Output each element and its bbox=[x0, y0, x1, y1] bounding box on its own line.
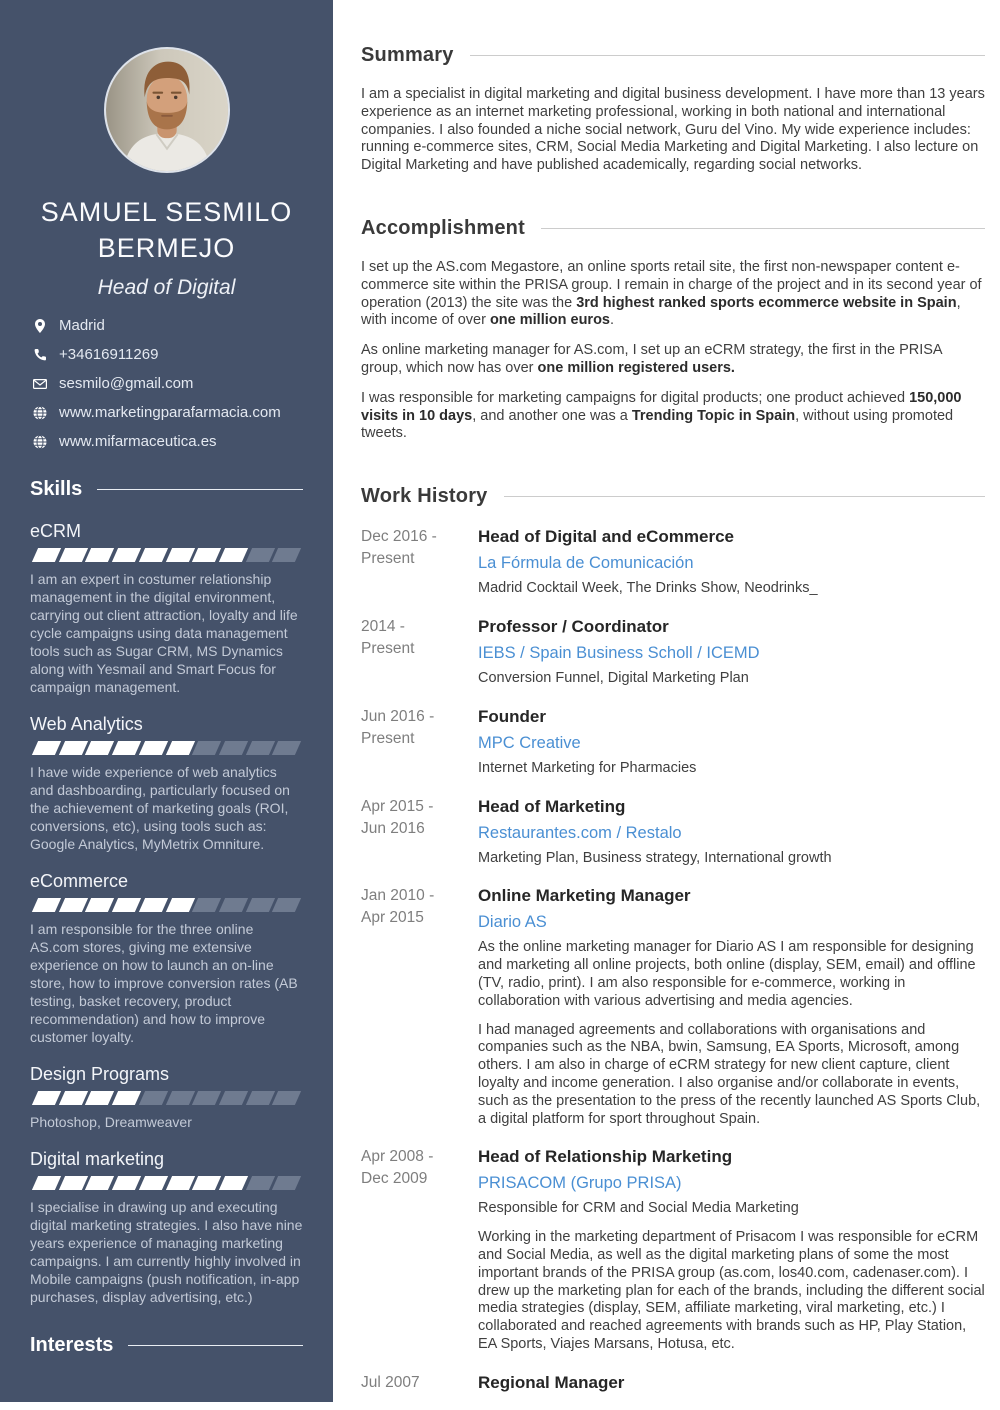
summary-section bbox=[361, 44, 985, 175]
globe-icon bbox=[32, 434, 48, 450]
entry-job-title: Head of Relationship Marketing bbox=[478, 1147, 733, 1167]
entry-dates bbox=[361, 526, 478, 598]
entry-job-title: Professor / Coordinator bbox=[478, 616, 669, 636]
entry-body bbox=[478, 706, 985, 778]
skill-bar-segment bbox=[32, 741, 61, 755]
entry-body bbox=[478, 796, 985, 868]
entry-body bbox=[478, 616, 985, 688]
entry-company-link[interactable]: Restaurantes.com / Restalo bbox=[478, 823, 682, 842]
skill-bar-segment bbox=[59, 1176, 88, 1190]
entry-dates bbox=[361, 796, 478, 868]
entry-date-start: Apr 2015 - bbox=[361, 797, 434, 815]
entry-body bbox=[478, 1146, 985, 1353]
skill-bar-segment bbox=[272, 1176, 301, 1190]
skill-bar-segment bbox=[85, 898, 114, 912]
paragraph: As online marketing manager for AS.com, I set up an eCRM strategy, the first in the PRISA group, which now has over one million registered users. bbox=[361, 342, 942, 376]
skill-bar-segment bbox=[246, 741, 275, 755]
skill-level-bar bbox=[30, 898, 303, 912]
entry-date-start: 2014 - bbox=[361, 617, 405, 635]
entry-job-title: Regional Manager bbox=[478, 1372, 625, 1392]
skill-bar-segment bbox=[85, 741, 114, 755]
skills-list bbox=[30, 521, 303, 1306]
paragraph: Conversion Funnel, Digital Marketing Plan bbox=[478, 669, 749, 686]
accomplishment-section bbox=[361, 217, 985, 443]
skill-bar-segment bbox=[272, 548, 301, 562]
skill-bar-segment bbox=[272, 898, 301, 912]
skill-bar-segment bbox=[139, 898, 168, 912]
skill-bar-segment bbox=[59, 548, 88, 562]
entry-job-title: Head of Marketing bbox=[478, 796, 626, 816]
skill-description: I specialise in drawing up and executing digital marketing strategies. I also have nine years experience of managing marketing campaigns. I am currently highly involved in Mobile campaigns (push notification, in-app purchases, display advertising, etc.) bbox=[30, 1199, 303, 1305]
skill-bar-segment bbox=[219, 548, 248, 562]
sidebar bbox=[0, 0, 333, 1402]
skill-bar-segment bbox=[219, 741, 248, 755]
skill-item bbox=[30, 521, 303, 696]
paragraph: Responsible for CRM and Social Media Marketing bbox=[478, 1200, 799, 1217]
skill-bar-segment bbox=[139, 1091, 168, 1105]
paragraph: Working in the marketing department of Prisacom I was responsible for eCRM and Social Media, as well as the digital marketing plans of some the most important brands of the PRISA group (as.com, los40.com, cadenaser.com). I drew up the marketing plan for each of the brands, including the different social media strategies (display, SEM, affiliate marketing, viral marketing, etc.) I collaborated and reached agreements with brands such as HP, Play Station, EA Sports, Viajes Marsans, Hotusa, etc. bbox=[478, 1229, 985, 1352]
entry-dates bbox=[361, 1146, 478, 1353]
skill-level-bar bbox=[30, 548, 303, 562]
contact-item[interactable] bbox=[32, 404, 303, 421]
skills-heading-label: Skills bbox=[30, 478, 83, 500]
skill-bar-segment bbox=[272, 741, 301, 755]
heading-rule bbox=[470, 55, 985, 56]
work-history-section bbox=[361, 485, 985, 1394]
contact-item[interactable] bbox=[32, 375, 303, 392]
skill-name: Digital marketing bbox=[30, 1149, 165, 1169]
skill-item bbox=[30, 1149, 303, 1306]
heading-rule bbox=[504, 496, 985, 497]
skill-bar-segment bbox=[32, 1091, 61, 1105]
work-entry bbox=[361, 526, 985, 598]
skill-bar-segment bbox=[165, 1176, 194, 1190]
heading-rule bbox=[128, 1345, 303, 1346]
skill-bar-segment bbox=[192, 898, 221, 912]
person-job-title: Head of Digital bbox=[97, 276, 236, 299]
skill-bar-segment bbox=[85, 1176, 114, 1190]
summary-heading bbox=[361, 44, 985, 67]
heading-rule bbox=[97, 489, 303, 490]
paragraph: I set up the AS.com Megastore, an online sports retail site, the first non-newspaper content e-commerce site within the PRISA group. I remain in charge of the project and in its second year of operation (2013) the site was the 3rd highest ranked sports ecommerce website in Spain, with income of over one million euros. bbox=[361, 258, 982, 329]
interests-heading bbox=[30, 1334, 303, 1357]
entry-body bbox=[478, 1372, 985, 1394]
work-history-heading bbox=[361, 485, 985, 508]
skill-level-bar bbox=[30, 1176, 303, 1190]
entry-dates bbox=[361, 706, 478, 778]
skill-bar-segment bbox=[272, 1091, 301, 1105]
phone-icon bbox=[32, 347, 48, 363]
entry-date-end: Dec 2009 bbox=[361, 1170, 428, 1188]
contact-text: www.mifarmaceutica.es bbox=[59, 433, 217, 450]
entry-description bbox=[478, 1200, 985, 1353]
summary-text bbox=[361, 86, 985, 175]
skill-bar-segment bbox=[85, 1091, 114, 1105]
skill-bar-segment bbox=[165, 548, 194, 562]
skill-bar-segment bbox=[112, 741, 141, 755]
skill-name: Web Analytics bbox=[30, 714, 143, 734]
entry-job-title: Founder bbox=[478, 706, 546, 726]
work-entry bbox=[361, 1146, 985, 1353]
skill-bar-segment bbox=[219, 898, 248, 912]
skills-heading bbox=[30, 478, 303, 501]
paragraph: Marketing Plan, Business strategy, International growth bbox=[478, 849, 832, 866]
entry-body bbox=[478, 526, 985, 598]
entry-date-end: Present bbox=[361, 729, 415, 747]
contact-list bbox=[30, 317, 303, 450]
contact-text: www.marketingparafarmacia.com bbox=[59, 404, 281, 421]
paragraph: Madrid Cocktail Week, The Drinks Show, Neodrinks_ bbox=[478, 580, 818, 597]
profile-photo bbox=[104, 47, 230, 173]
skill-bar-segment bbox=[59, 1091, 88, 1105]
contact-item[interactable] bbox=[32, 433, 303, 450]
summary-heading-label: Summary bbox=[361, 44, 454, 66]
skill-bar-segment bbox=[165, 741, 194, 755]
skill-bar-segment bbox=[32, 898, 61, 912]
profile-photo-image bbox=[106, 49, 228, 171]
work-entry bbox=[361, 616, 985, 688]
skill-bar-segment bbox=[246, 1091, 275, 1105]
entry-description bbox=[478, 580, 985, 598]
entry-company-link[interactable]: MPC Creative bbox=[478, 733, 581, 752]
paragraph: I had managed agreements and collaborations with organisations and companies such as the NBA, bwin, Samsung, EA Sports, Microsoft, among others. I am also in charge of eCRM strategy for new client capture, client loyalty and income generation. I also organise and/or collaborate in events, such as the presentation to the press of the recently launched AS Sports Club, a digital platform for sport throughout Spain. bbox=[478, 1021, 981, 1127]
skill-bar-segment bbox=[32, 548, 61, 562]
work-entry bbox=[361, 796, 985, 868]
entry-date-end: Jun 2016 bbox=[361, 819, 425, 837]
skill-bar-segment bbox=[139, 741, 168, 755]
skill-level-bar bbox=[30, 1091, 303, 1105]
entry-description bbox=[478, 850, 985, 868]
skill-bar-segment bbox=[59, 898, 88, 912]
interests-heading-label: Interests bbox=[30, 1334, 114, 1356]
skill-description: I am responsible for the three online AS.com stores, giving me extensive experience on how to launch an on-line store, how to improve conversion rates (AB testing, basket recovery, product recommendation) and how to improve customer loyalty. bbox=[30, 921, 298, 1045]
contact-text: sesmilo@gmail.com bbox=[59, 375, 194, 392]
contact-text: +34616911269 bbox=[59, 346, 159, 363]
skill-description: Photoshop, Dreamweaver bbox=[30, 1114, 192, 1130]
entry-dates bbox=[361, 1372, 478, 1394]
skill-item bbox=[30, 871, 303, 1046]
entry-dates bbox=[361, 616, 478, 688]
skill-bar-segment bbox=[112, 1176, 141, 1190]
skill-bar-segment bbox=[246, 1176, 275, 1190]
entry-company-link[interactable]: Diario AS bbox=[478, 913, 547, 932]
paragraph: I am a specialist in digital marketing and digital business development. I have more than 13 years experience as an internet marketing professional, working in both national and international companies. I also founded a niche social network, Guru del Vino. My wide experience includes: running e-commerce sites, CRM, Social Media Marketing and Digital Marketing. I also lecture on Digital Marketing and have published academically, regarding social networks. bbox=[361, 86, 985, 174]
contact-item[interactable] bbox=[32, 346, 303, 363]
skill-bar-segment bbox=[219, 1091, 248, 1105]
skill-bar-segment bbox=[139, 548, 168, 562]
accomplishment-heading-label: Accomplishment bbox=[361, 216, 525, 239]
skill-bar-segment bbox=[85, 548, 114, 562]
entry-job-title: Head of Digital and eCommerce bbox=[478, 527, 735, 547]
entry-job-title: Online Marketing Manager bbox=[478, 886, 691, 906]
skill-bar-segment bbox=[192, 741, 221, 755]
skill-bar-segment bbox=[219, 1176, 248, 1190]
entry-date-start: Jun 2016 - bbox=[361, 707, 435, 725]
location-pin-icon bbox=[32, 318, 48, 334]
work-entry bbox=[361, 1372, 985, 1394]
skill-bar-segment bbox=[112, 898, 141, 912]
entry-description bbox=[478, 939, 985, 1128]
entry-date-start: Jul 2007 bbox=[361, 1373, 420, 1391]
skill-item bbox=[30, 1064, 303, 1131]
paragraph: As the online marketing manager for Diario AS I am responsible for designing and marketing all online projects, both online (display, SEM, email) and offline (TV, radio, print). I am also responsible for e-commerce, working in collaboration with various advertising and media agencies. bbox=[478, 939, 976, 1009]
entry-date-start: Jan 2010 - bbox=[361, 887, 435, 905]
entry-date-end: Present bbox=[361, 639, 415, 657]
work-entry-list bbox=[361, 526, 985, 1394]
heading-rule bbox=[541, 228, 985, 229]
work-entry bbox=[361, 885, 985, 1128]
entry-date-start: Apr 2008 - bbox=[361, 1148, 434, 1166]
skill-item bbox=[30, 714, 303, 853]
entry-description bbox=[478, 670, 985, 688]
skill-bar-segment bbox=[192, 1176, 221, 1190]
main-content bbox=[333, 0, 1000, 1410]
entry-company-link[interactable]: IEBS / Spain Business Scholl / ICEMD bbox=[478, 643, 760, 662]
envelope-icon bbox=[32, 376, 48, 392]
skill-description: I am an expert in costumer relationship management in the digital environment, carrying out client attraction, loyalty and life cycle campaigns using data management tools such as Sugar CRM, MS Dynamics along with Yesmail and Smart Focus for campaign management. bbox=[30, 571, 298, 695]
person-name: SAMUEL SESMILO BERMEJO bbox=[40, 197, 293, 263]
entry-body bbox=[478, 885, 985, 1128]
skill-bar-segment bbox=[192, 548, 221, 562]
entry-date-end: Apr 2015 bbox=[361, 909, 424, 927]
entry-company-link[interactable]: PRISACOM (Grupo PRISA) bbox=[478, 1174, 682, 1193]
entry-dates bbox=[361, 885, 478, 1128]
skill-name: eCommerce bbox=[30, 871, 129, 891]
skill-bar-segment bbox=[112, 1091, 141, 1105]
skill-name: eCRM bbox=[30, 521, 82, 541]
skill-bar-segment bbox=[112, 548, 141, 562]
skill-level-bar bbox=[30, 741, 303, 755]
skill-bar-segment bbox=[32, 1176, 61, 1190]
contact-text: Madrid bbox=[59, 317, 105, 334]
work-entry bbox=[361, 706, 985, 778]
accomplishment-heading bbox=[361, 217, 985, 240]
accomplishment-text bbox=[361, 259, 985, 443]
skill-name: Design Programs bbox=[30, 1064, 170, 1084]
skill-description: I have wide experience of web analytics and dashboarding, particularly focused on the achievement of marketing goals (ROI, conversions, etc), using tools such as: Google Analytics, MyMetrix Omniture. bbox=[30, 764, 290, 852]
skill-bar-segment bbox=[246, 898, 275, 912]
skill-bar-segment bbox=[59, 741, 88, 755]
entry-date-start: Dec 2016 - bbox=[361, 528, 437, 546]
entry-date-end: Present bbox=[361, 550, 415, 568]
paragraph: I was responsible for marketing campaigns for digital products; one product achieved 150,000 visits in 10 days, and another one was a Trending Topic in Spain, without using promoted tweets. bbox=[361, 389, 962, 442]
entry-description bbox=[478, 760, 985, 778]
contact-item[interactable] bbox=[32, 317, 303, 334]
work-history-heading-label: Work History bbox=[361, 485, 488, 508]
skill-bar-segment bbox=[165, 898, 194, 912]
skill-bar-segment bbox=[246, 548, 275, 562]
skill-bar-segment bbox=[139, 1176, 168, 1190]
skill-bar-segment bbox=[192, 1091, 221, 1105]
entry-company-link[interactable]: La Fórmula de Comunicación bbox=[478, 554, 694, 573]
globe-icon bbox=[32, 405, 48, 421]
paragraph: Internet Marketing for Pharmacies bbox=[478, 759, 697, 776]
skill-bar-segment bbox=[165, 1091, 194, 1105]
